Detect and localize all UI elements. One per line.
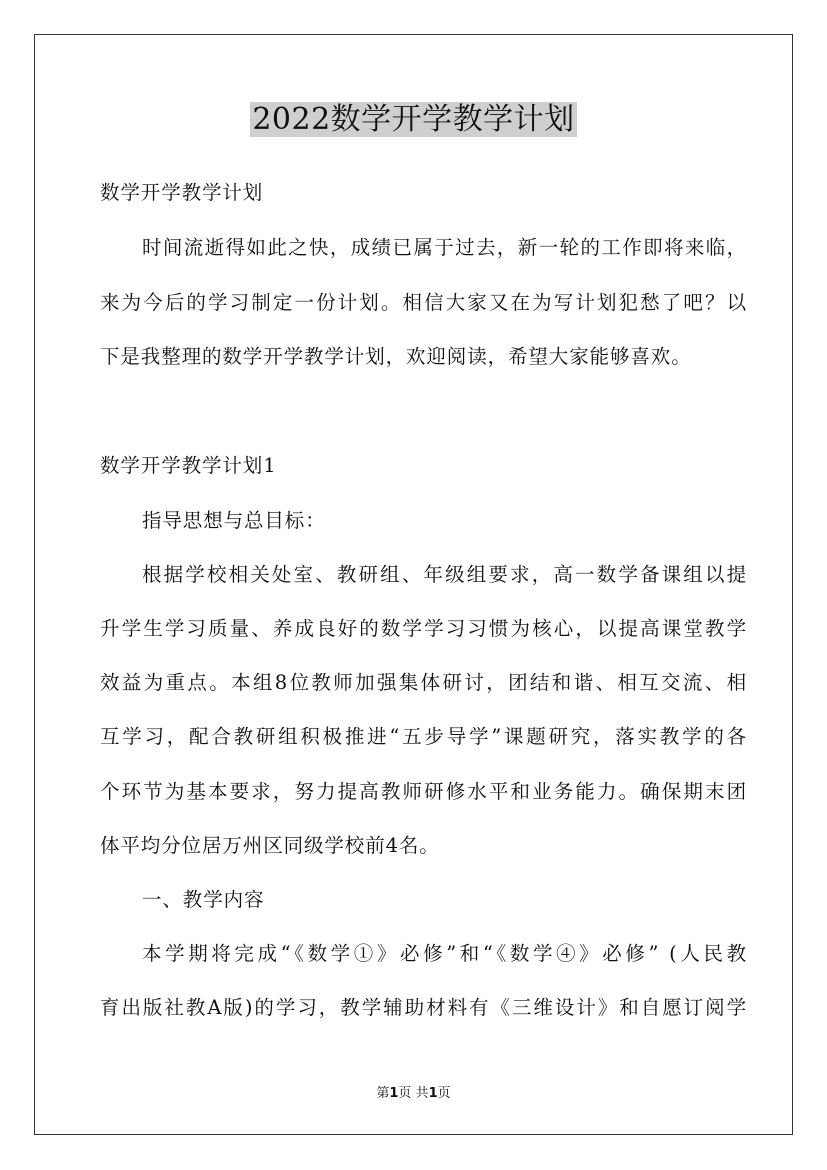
section-heading: 数学开学教学计划1 bbox=[100, 454, 277, 477]
paragraph-line: 效益为重点。本组8位教师加强集体研讨，团结和谐、相互交流、相 bbox=[100, 671, 747, 694]
paragraph-line: 根据学校相关处室、教研组、年级组要求，高一数学备课组以提 bbox=[142, 563, 747, 586]
footer-prefix: 第 bbox=[376, 1086, 390, 1101]
document-title bbox=[0, 100, 827, 140]
paragraph-line: 育出版社教A版)的学习，教学辅助材料有《三维设计》和自愿订阅学 bbox=[100, 996, 747, 1019]
paragraph-line: 时间流逝得如此之快，成绩已属于过去，新一轮的工作即将来临， bbox=[142, 236, 747, 259]
document-title-text: 2022数学开学教学计划 bbox=[252, 102, 575, 137]
paragraph-line: 互学习，配合教研组积极推进“五步导学”课题研究，落实教学的各 bbox=[100, 725, 747, 748]
subheading: 一、教学内容 bbox=[142, 888, 265, 911]
footer-page-total: 1 bbox=[428, 1086, 438, 1101]
footer-page-current: 1 bbox=[389, 1086, 399, 1101]
section-heading: 数学开学教学计划 bbox=[100, 181, 264, 204]
paragraph-line: 升学生学习质量、养成良好的数学学习习惯为核心，以提高课堂教学 bbox=[100, 617, 747, 640]
page-footer bbox=[0, 1082, 827, 1101]
paragraph-line: 来为今后的学习制定一份计划。相信大家又在为写计划犯愁了吧？以 bbox=[100, 291, 747, 314]
footer-suffix: 页 bbox=[437, 1086, 451, 1101]
paragraph-line: 下是我整理的数学开学教学计划，欢迎阅读，希望大家能够喜欢。 bbox=[100, 345, 692, 368]
paragraph-line: 个环节为基本要求，努力提高教师研修水平和业务能力。确保期末团 bbox=[100, 780, 747, 803]
footer-mid: 页 共 bbox=[398, 1086, 429, 1101]
subheading: 指导思想与总目标： bbox=[142, 509, 326, 532]
paragraph-line: 本学期将完成“《数学①》必修”和“《数学④》必修” (人民教 bbox=[142, 942, 747, 965]
paragraph-line: 体平均分位居万州区同级学校前4名。 bbox=[100, 834, 440, 857]
